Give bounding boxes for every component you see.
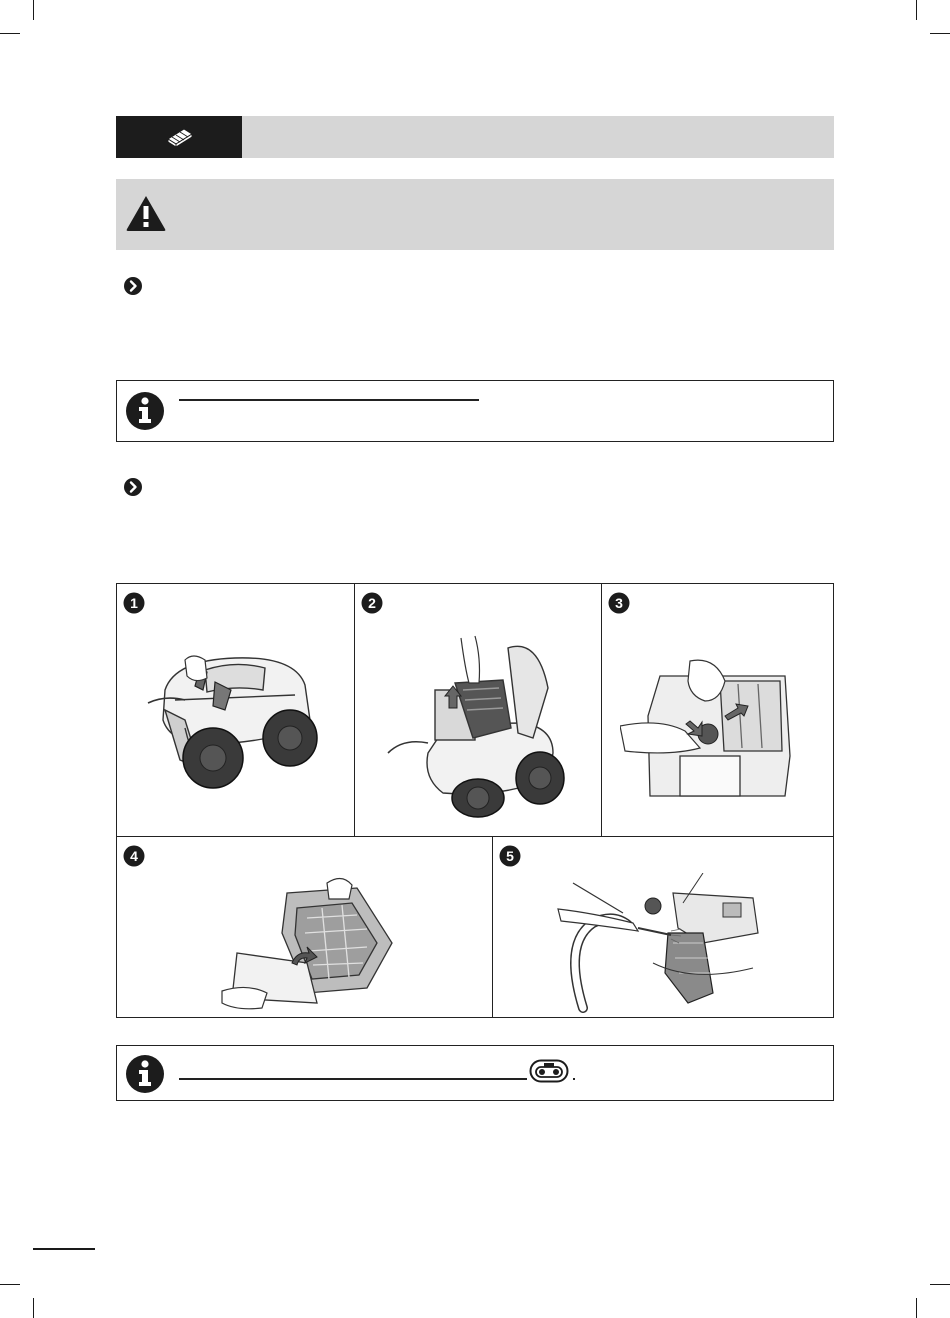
info-icon <box>125 1054 165 1094</box>
robot-button-icon <box>529 1059 569 1083</box>
chevron-right-circle-icon <box>123 276 143 296</box>
step-panel-1 <box>116 583 355 837</box>
crop-mark <box>930 1284 950 1285</box>
svg-text:4: 4 <box>130 848 138 864</box>
warning-triangle-icon <box>125 194 167 232</box>
text-underline <box>179 399 479 401</box>
svg-text:3: 3 <box>615 595 623 611</box>
filter-rinse-hose-illustration <box>553 873 773 1013</box>
warning-box <box>116 179 834 250</box>
step-panel-5 <box>492 836 834 1018</box>
svg-text:1: 1 <box>130 595 138 611</box>
svg-text:5: 5 <box>506 848 514 864</box>
step-number-4-icon <box>123 845 145 867</box>
brush-icon <box>164 125 196 149</box>
info-note <box>116 1045 834 1101</box>
crop-mark <box>930 33 950 34</box>
info-icon <box>125 391 165 431</box>
crop-mark <box>0 1284 20 1285</box>
crop-mark <box>916 1298 917 1318</box>
step-number-2-icon <box>361 592 383 614</box>
crop-mark <box>916 0 917 20</box>
filter-unlock-illustration <box>620 656 800 806</box>
filter-open-illustration <box>217 873 397 1013</box>
svg-text:2: 2 <box>368 595 376 611</box>
robot-lift-filter-illustration <box>383 628 583 818</box>
info-note <box>116 380 834 442</box>
step-number-3-icon <box>608 592 630 614</box>
step-number-5-icon <box>499 845 521 867</box>
page-footer-rule <box>33 1248 95 1250</box>
period-mark <box>573 1078 575 1080</box>
chevron-right-circle-icon <box>123 477 143 497</box>
crop-mark <box>33 0 34 20</box>
step-panel-3 <box>601 583 834 837</box>
step-panel-2 <box>354 583 602 837</box>
step-panel-4 <box>116 836 493 1018</box>
text-underline <box>179 1078 527 1080</box>
step-number-1-icon <box>123 592 145 614</box>
crop-mark <box>0 33 20 34</box>
robot-open-lid-illustration <box>145 650 330 790</box>
section-icon-box <box>116 116 242 158</box>
crop-mark <box>33 1298 34 1318</box>
